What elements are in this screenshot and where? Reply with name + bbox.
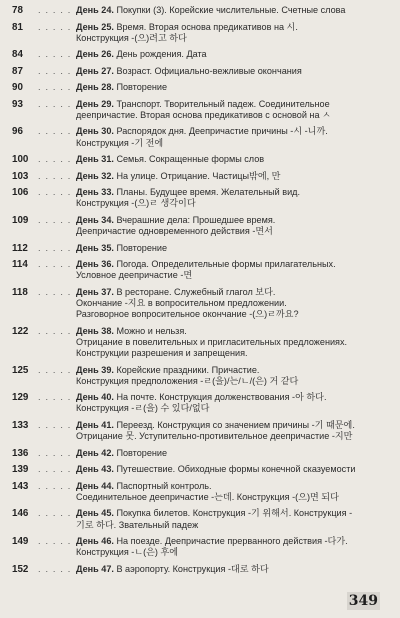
leader-dots: . . . . . (38, 480, 72, 491)
entry-title-line (76, 243, 392, 254)
toc-entry (12, 66, 392, 77)
toc-entry (12, 508, 392, 530)
day-label: День 28. (76, 82, 114, 93)
entry-text (76, 22, 392, 44)
toc-list (12, 5, 392, 575)
day-label: День 37. (76, 286, 114, 297)
entry-topic: Время. Вторая основа предикативов на 시. (116, 21, 298, 32)
day-label: День 46. (76, 536, 114, 547)
leader-dots: . . . . . (38, 170, 72, 181)
day-label: День 42. (76, 447, 114, 458)
toc-entry (12, 126, 392, 148)
day-label: День 43. (76, 464, 114, 475)
entry-title-line (76, 448, 392, 459)
entry-page-number: 103 (12, 170, 29, 182)
day-label: День 31. (76, 154, 114, 165)
entry-title-line (76, 215, 392, 226)
entry-text (76, 215, 392, 237)
entry-title-line (76, 365, 392, 376)
leader-dots: . . . . . (38, 392, 72, 403)
entry-topic: День рождения. Дата (116, 49, 207, 60)
entry-page-number: 122 (12, 325, 29, 337)
entry-title-line (76, 82, 392, 93)
toc-entry (12, 5, 392, 16)
leader-dots: . . . . . (38, 98, 72, 109)
day-label: День 24. (76, 5, 114, 15)
leader-dots: . . . . . (38, 259, 72, 270)
entry-title-line (76, 154, 392, 165)
entry-page-number: 106 (12, 187, 29, 199)
entry-title-line (76, 420, 392, 431)
entry-topic: Семья. Сокращенные формы слов (116, 154, 265, 165)
day-label: День 32. (76, 170, 114, 181)
entry-title-line (76, 508, 392, 519)
day-label: День 27. (76, 65, 114, 76)
leader-dots: . . . . . (38, 126, 72, 137)
entry-topic: Переезд. Конструкция со значением причины -기 때문에. (116, 419, 355, 430)
day-label: День 41. (76, 419, 114, 430)
entry-topic: На почте. Конструкция долженствования -아 하다. (116, 392, 327, 403)
toc-entry (12, 99, 392, 121)
entry-text (76, 564, 392, 575)
toc-entry (12, 22, 392, 44)
toc-entry (12, 536, 392, 558)
entry-text (76, 464, 392, 475)
leader-dots: . . . . . (38, 286, 72, 297)
toc-entry (12, 287, 392, 321)
entry-continuation-line: деепричастие. Вторая основа предикативов с основой на ㅅ (76, 109, 331, 120)
toc-entry (12, 259, 392, 281)
entry-page-number: 152 (12, 563, 29, 575)
day-label: День 30. (76, 126, 114, 137)
entry-text (76, 5, 392, 16)
entry-topic: Планы. Будущее время. Желательный вид. (116, 187, 300, 198)
entry-page-number: 125 (12, 364, 29, 376)
page-number: 349 (348, 593, 378, 609)
entry-text (76, 326, 392, 360)
leader-dots: . . . . . (38, 508, 72, 519)
entry-continuation-line: Отрицание 못. Уступительно-противительное деепричастие -지만 (76, 431, 353, 442)
entry-text (76, 287, 392, 321)
day-label: День 38. (76, 325, 114, 336)
entry-text (76, 365, 392, 387)
leader-dots: . . . . . (38, 364, 72, 375)
entry-text (76, 126, 392, 148)
entry-text (76, 508, 392, 530)
entry-topic: Распорядок дня. Деепричастие причины -시 -니까. (116, 126, 328, 137)
entry-page-number: 78 (12, 5, 23, 16)
toc-entry (12, 464, 392, 475)
leader-dots: . . . . . (38, 464, 72, 475)
entry-title-line (76, 22, 392, 33)
leader-dots: . . . . . (38, 187, 72, 198)
toc-entry (12, 326, 392, 360)
entry-page-number: 129 (12, 392, 29, 404)
entry-text (76, 171, 392, 182)
entry-page-number: 118 (12, 286, 28, 298)
leader-dots: . . . . . (38, 154, 72, 165)
toc-entry (12, 420, 392, 442)
entry-page-number: 149 (12, 536, 29, 548)
entry-continuation-line: Конструкция -ㄴ(은) 후에 (76, 547, 179, 558)
entry-title-line (76, 564, 392, 575)
leader-dots: . . . . . (38, 447, 72, 458)
entry-topic: Транспорт. Творительный падеж. Соединительное (116, 98, 330, 109)
entry-text (76, 392, 392, 414)
entry-title-line (76, 326, 392, 337)
entry-continuation-line: Отрицание в повелительных и пригласительных предложениях. (76, 336, 348, 347)
entry-page-number: 100 (12, 154, 29, 166)
entry-topic: Возраст. Официально-вежливые окончания (116, 65, 302, 76)
entry-continuation-line: Деепричастие одновременного действия -면서 (76, 226, 273, 237)
toc-entry (12, 365, 392, 387)
entry-text (76, 243, 392, 254)
toc-entry (12, 448, 392, 459)
leader-dots: . . . . . (38, 82, 72, 93)
entry-topic: Путешествие. Обиходные формы конечной сказуемости (116, 464, 356, 475)
entry-topic: Корейские праздники. Причастие. (116, 364, 260, 375)
entry-continuation-line: Разговорное вопросительное окончание -(으)ㄹ까요? (76, 309, 299, 320)
entry-continuation-line: Конструкция предположения -ㄹ(을)/는/ㄴ/(은) 거 같다 (76, 375, 299, 386)
entry-continuation-line: 기로 하다. Звательный падеж (76, 519, 199, 530)
leader-dots: . . . . . (38, 242, 72, 253)
entry-page-number: 114 (12, 259, 28, 271)
entry-text (76, 187, 392, 209)
day-label: День 34. (76, 214, 114, 225)
toc-entry (12, 49, 392, 60)
entry-text (76, 481, 392, 503)
entry-title-line (76, 392, 392, 403)
day-label: День 33. (76, 187, 114, 198)
day-label: День 35. (76, 242, 114, 253)
toc-entry (12, 82, 392, 93)
entry-topic: Повторение (116, 82, 168, 93)
entry-title-line (76, 464, 392, 475)
leader-dots: . . . . . (38, 325, 72, 336)
day-label: День 26. (76, 49, 114, 60)
entry-page-number: 139 (12, 464, 29, 476)
entry-topic: В аэропорту. Конструкция -대로 하다 (116, 563, 269, 574)
entry-topic: Паспортный контроль. (116, 480, 212, 491)
toc-entry (12, 564, 392, 575)
toc-entry (12, 215, 392, 237)
entry-text (76, 49, 392, 60)
entry-page-number: 136 (12, 447, 29, 459)
entry-page-number: 84 (12, 49, 23, 61)
day-label: День 45. (76, 508, 114, 519)
entry-topic: Можно и нельзя. (116, 325, 187, 336)
entry-page-number: 96 (12, 126, 23, 138)
toc-entry (12, 392, 392, 414)
entry-title-line (76, 49, 392, 60)
day-label: День 47. (76, 563, 114, 574)
entry-page-number: 133 (12, 419, 29, 431)
entry-page-number: 90 (12, 82, 23, 94)
entry-topic: Покупки (3). Корейские числительные. Счетные слова (116, 5, 346, 15)
leader-dots: . . . . . (38, 5, 72, 15)
leader-dots: . . . . . (38, 419, 72, 430)
entry-title-line (76, 126, 392, 137)
entry-title-line (76, 66, 392, 77)
toc-entry (12, 243, 392, 254)
entry-topic: Повторение (116, 242, 168, 253)
entry-topic: В ресторане. Служебный глагол 보다. (116, 286, 276, 297)
entry-title-line (76, 171, 392, 182)
day-label: День 40. (76, 392, 114, 403)
entry-page-number: 87 (12, 65, 23, 77)
entry-title-line (76, 259, 392, 270)
entry-page-number: 112 (12, 242, 28, 254)
leader-dots: . . . . . (38, 563, 72, 574)
entry-page-number: 109 (12, 214, 29, 226)
entry-text (76, 420, 392, 442)
entry-continuation-line: Конструкция -(으)려고 하다 (76, 32, 187, 43)
entry-title-line (76, 99, 392, 110)
entry-topic: Покупка билетов. Конструкция -기 위해서. Конструкция - (116, 508, 353, 519)
entry-topic: Погода. Определительные формы прилагательных. (116, 259, 336, 270)
entry-page-number: 143 (12, 480, 29, 492)
entry-text (76, 82, 392, 93)
entry-topic: Повторение (116, 447, 168, 458)
entry-page-number: 93 (12, 98, 23, 110)
day-label: День 36. (76, 259, 114, 270)
entry-continuation-line: Конструкция -ㄹ(을) 수 있다/없다 (76, 403, 210, 414)
entry-topic: На улице. Отрицание. Частицы밖에, 만 (116, 170, 281, 181)
entry-page-number: 81 (12, 21, 23, 33)
entry-title-line (76, 536, 392, 547)
day-label: День 39. (76, 364, 114, 375)
entry-continuation-line: Окончание -지요 в вопросительном предложении. (76, 297, 287, 308)
leader-dots: . . . . . (38, 536, 72, 547)
entry-continuation-line: Конструкции разрешения и запрещения. (76, 348, 248, 359)
entry-continuation-line: Соединительное деепричастие -는데. Конструкция -(으)면 되다 (76, 491, 339, 502)
toc-entry (12, 481, 392, 503)
toc-entry (12, 154, 392, 165)
day-label: День 29. (76, 98, 114, 109)
leader-dots: . . . . . (38, 21, 72, 32)
leader-dots: . . . . . (38, 65, 72, 76)
entry-text (76, 99, 392, 121)
entry-topic: Вчерашние дела: Прошедшее время. (116, 214, 276, 225)
entry-continuation-line: Условное деепричастие -면 (76, 270, 193, 281)
entry-continuation-line: Конструкция -(으)ㄹ 생각이다 (76, 198, 196, 209)
entry-continuation-line: Конструкция -기 전에 (76, 137, 164, 148)
toc-entry (12, 171, 392, 182)
entry-page-number: 146 (12, 508, 29, 520)
entry-text (76, 154, 392, 165)
leader-dots: . . . . . (38, 49, 72, 60)
entry-topic: На поезде. Деепричастие прерванного действия -다가. (116, 536, 348, 547)
entry-title-line (76, 287, 392, 298)
entry-title-line (76, 5, 392, 16)
leader-dots: . . . . . (38, 214, 72, 225)
day-label: День 44. (76, 480, 114, 491)
entry-text (76, 66, 392, 77)
entry-title-line (76, 187, 392, 198)
entry-title-line (76, 481, 392, 492)
entry-text (76, 448, 392, 459)
toc-entry (12, 187, 392, 209)
entry-text (76, 536, 392, 558)
entry-text (76, 259, 392, 281)
day-label: День 25. (76, 21, 114, 32)
